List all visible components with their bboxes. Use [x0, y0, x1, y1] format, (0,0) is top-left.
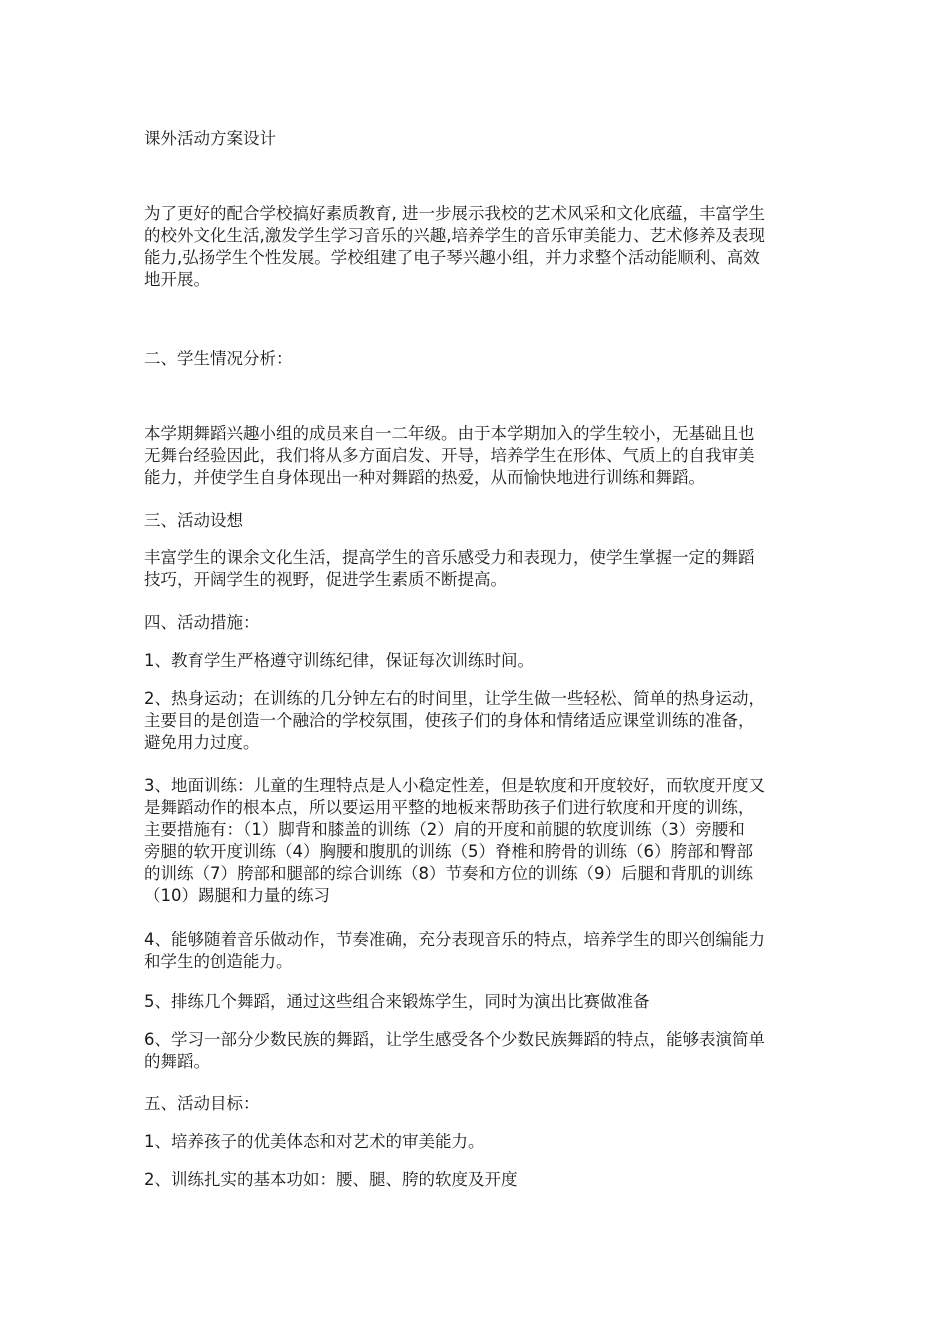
- section-4-item-2: 2、热身运动；在训练的几分钟左右的时间里，让学生做一些轻松、简单的热身运动， 主要目的是创造一个融洽的学校氛围，使孩子们的身体和情绪适应课堂训练的准备， 避免用力过度。: [144, 689, 765, 752]
- section-4-item-1: 1、教育学生严格遵守训练纪律，保证每次训练时间。: [144, 651, 534, 670]
- section-5-heading: 五、活动目标：: [144, 1094, 260, 1113]
- section-4-item-6: 6、学习一部分少数民族的舞蹈，让学生感受各个少数民族舞蹈的特点，能够表演简单 的舞蹈。: [144, 1030, 765, 1071]
- section-4-item-4: 4、能够随着音乐做动作，节奏准确，充分表现音乐的特点，培养学生的即兴创编能力 和学生的创造能力。: [144, 930, 765, 971]
- section-3-paragraph: 丰富学生的课余文化生活，提高学生的音乐感受力和表现力，使学生掌握一定的舞蹈 技巧，开阔学生的视野，促进学生素质不断提高。: [144, 548, 755, 589]
- section-4-item-5: 5、排练几个舞蹈，通过这些组合来锻炼学生，同时为演出比赛做准备: [144, 992, 650, 1011]
- section-5-item-1: 1、培养孩子的优美体态和对艺术的审美能力。: [144, 1132, 485, 1151]
- section-2-heading: 二、学生情况分析：: [144, 349, 293, 368]
- section-2-paragraph: 本学期舞蹈兴趣小组的成员来自一二年级。由于本学期加入的学生较小，无基础且也 无舞台经验因此，我们将从多方面启发、开导，培养学生在形体、气质上的自我审美 能力，并使学生自身体现出一种对舞蹈的热爱，从而愉快地进行训练和舞蹈。: [144, 424, 755, 487]
- section-4-heading: 四、活动措施：: [144, 613, 260, 632]
- section-3-heading: 三、活动设想: [144, 511, 243, 530]
- document-title: 课外活动方案设计: [144, 129, 276, 148]
- section-4-item-3: 3、地面训练：儿童的生理特点是人小稳定性差，但是软度和开度较好，而软度开度又 是舞蹈动作的根本点，所以要运用平整的地板来帮助孩子们进行软度和开度的训练， 主要措施有：（1）脚背和膝盖的训练（2）肩的开度和前腿的软度训练（3）旁腰和 旁腿的软开度训练（4）胸腰和腹肌的训练（5）脊椎和胯骨的训练（6）胯部和臀部 的训练（7）胯部和腿部的综合训练（8）节奏和方位的训练（9）后腿和背肌的训练 （10）踢腿和力量的练习: [144, 776, 765, 905]
- intro-paragraph: 为了更好的配合学校搞好素质教育, 进一步展示我校的艺术风采和文化底蕴，丰富学生 的校外文化生活,激发学生学习音乐的兴趣,培养学生的音乐审美能力、艺术修养及表现 能力,弘扬学生个性发展。学校组建了电子琴兴趣小组，并力求整个活动能顺利、高效 地开展。: [144, 204, 765, 289]
- section-5-item-2: 2、训练扎实的基本功如：腰、腿、胯的软度及开度: [144, 1170, 518, 1189]
